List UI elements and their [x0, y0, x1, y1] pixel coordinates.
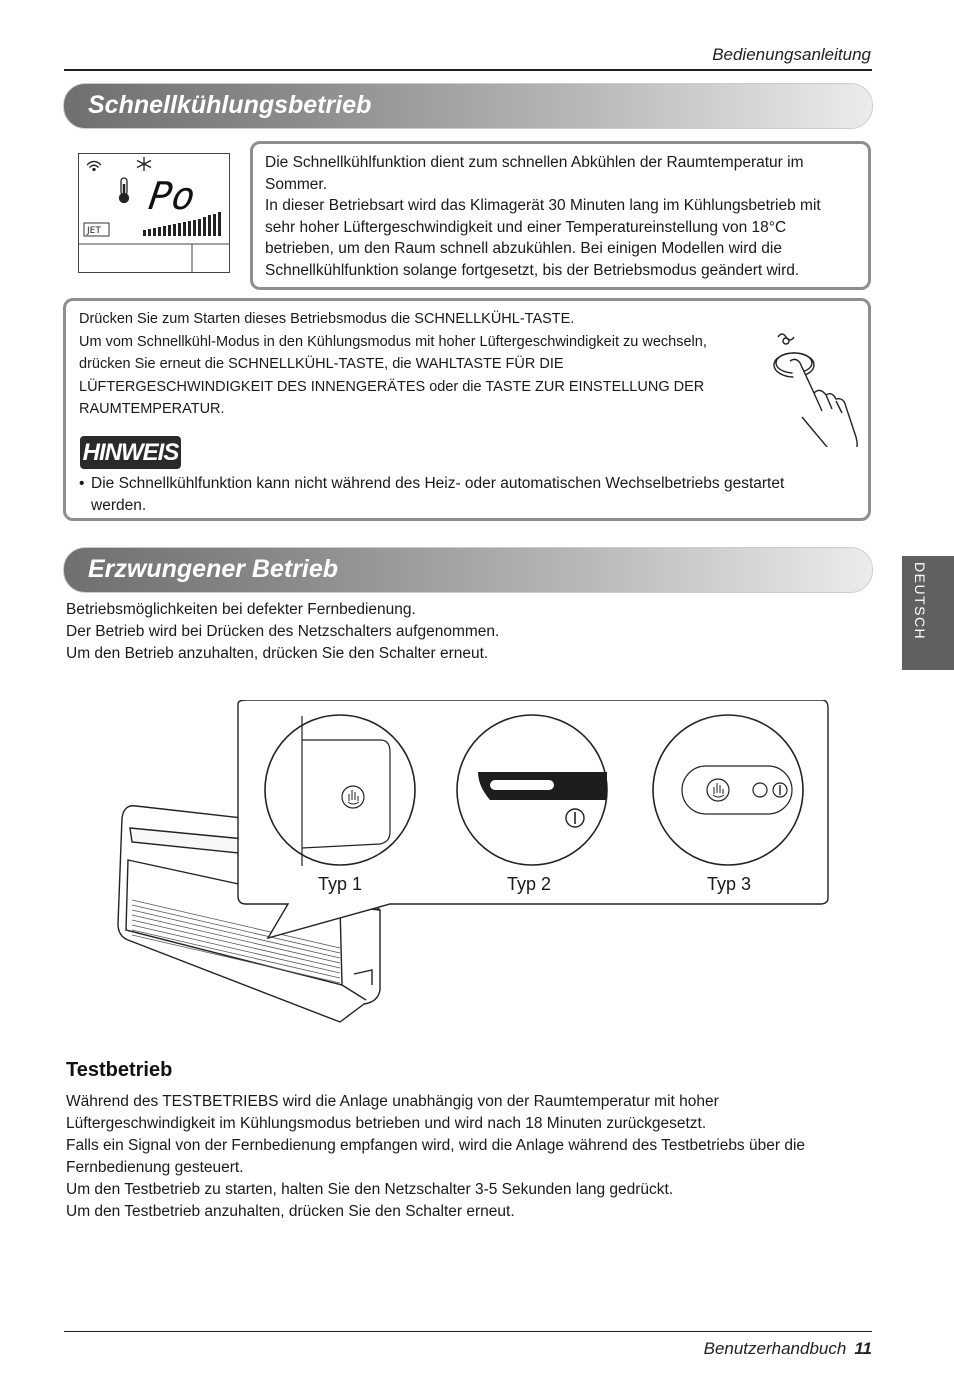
testbetrieb-line: Um den Testbetrieb anzuhalten, drücken Sie den Schalter erneut.: [66, 1203, 515, 1220]
section-title: Erzwungener Betrieb: [88, 555, 339, 583]
note-line: werden.: [91, 496, 147, 514]
description-line: Die Schnellkühlfunktion dient zum schnellen Abkühlen der Raumtemperatur im: [265, 154, 804, 171]
type1-detail: [265, 715, 415, 866]
snowflake-icon: [137, 157, 151, 171]
section-banner-erzwungen: [63, 547, 873, 593]
header-rule: [64, 69, 872, 71]
finger-press-icon: [766, 327, 862, 447]
footer-rule: [64, 1331, 872, 1332]
page-number: 11: [854, 1339, 872, 1358]
testbetrieb-line: Lüftergeschwindigkeit im Kühlungsmodus betrieben und wird nach 18 Minuten zurückgesetzt.: [66, 1115, 707, 1132]
intro-line: Der Betrieb wird bei Drücken des Netzschalters aufgenommen.: [66, 623, 500, 640]
indoor-unit-illustration: [110, 700, 830, 1035]
intro-line: Um den Betrieb anzuhalten, drücken Sie den Schalter erneut.: [66, 645, 489, 662]
instruction-line: LÜFTERGESCHWINDIGKEIT DES INNENGERÄTES oder die TASTE ZUR EINSTELLUNG DER: [79, 378, 705, 395]
thermometer-icon: [120, 178, 129, 203]
testbetrieb-text: [66, 1091, 805, 1223]
hinweis-label: HINWEIS: [82, 439, 179, 466]
description-line: Sommer.: [265, 175, 328, 193]
header-title: Bedienungsanleitung: [712, 45, 871, 64]
intro-line: Betriebsmöglichkeiten bei defekter Fernbedienung.: [66, 601, 416, 618]
language-side-tab: [902, 556, 954, 670]
note-bullet: •: [79, 475, 85, 492]
type3-detail: [653, 715, 803, 865]
testbetrieb-heading: Testbetrieb: [66, 1059, 173, 1081]
jet-label: JET: [87, 226, 101, 236]
testbetrieb-line: Während des TESTBETRIEBS wird die Anlage unabhängig von der Raumtemperatur mit hoher: [66, 1093, 719, 1110]
forced-operation-intro: [66, 599, 499, 665]
instruction-line: drücken Sie erneut die SCHNELLKÜHL-TASTE, die WAHLTASTE FÜR DIE: [79, 356, 564, 372]
type-3-label: Typ 3: [707, 874, 752, 894]
description-line: sehr hoher Lüftergeschwindigkeit und einer Temperatureinstellung von 18°C: [265, 218, 787, 236]
type-2-label: Typ 2: [507, 874, 552, 894]
language-label: DEUTSCH: [912, 562, 928, 641]
note-text: [79, 473, 839, 516]
section-title: Schnellkühlungsbetrieb: [88, 91, 372, 119]
instruction-text: [79, 308, 739, 421]
description-line: betrieben, um den Raum schnell abzukühlen. Bei einigen Modellen wird die: [265, 240, 782, 257]
lcd-display: [78, 153, 230, 273]
signal-icon: [87, 162, 101, 171]
instruction-line: Um vom Schnellkühl-Modus in den Kühlungsmodus mit hoher Lüftergeschwindigkeit zu wechseln,: [79, 333, 707, 350]
type2-detail: [457, 715, 607, 865]
testbetrieb-line: Fernbedienung gesteuert.: [66, 1159, 244, 1176]
quick-cool-description-box: [250, 141, 871, 290]
instruction-line: RAUMTEMPERATUR.: [79, 401, 225, 417]
description-line: Schnellkühlfunktion solange fortgesetzt, bis der Betriebsmodus geändert wird.: [265, 261, 800, 279]
hinweis-badge: [80, 436, 181, 469]
instruction-line: Drücken Sie zum Starten dieses Betriebsmodus die SCHNELLKÜHL-TASTE.: [79, 311, 575, 327]
testbetrieb-line: Falls ein Signal von der Fernbedienung empfangen wird, wird die Anlage während des Testbetriebs über die: [66, 1137, 806, 1154]
section-banner-schnellkuehlung: [63, 83, 873, 129]
description-line: In dieser Betriebsart wird das Klimagerät 30 Minuten lang im Kühlungsbetrieb mit: [265, 197, 821, 214]
lcd-segment-text: Po: [145, 175, 198, 219]
lcd-graphic: [79, 154, 229, 272]
type-1-label: Typ 1: [318, 874, 363, 894]
instruction-box: [63, 298, 871, 521]
footer-label: Benutzerhandbuch: [703, 1339, 847, 1358]
footer: [704, 1339, 872, 1359]
testbetrieb-line: Um den Testbetrieb zu starten, halten Sie den Netzschalter 3-5 Sekunden lang gedrückt.: [66, 1181, 674, 1198]
note-line: Die Schnellkühlfunktion kann nicht während des Heiz- oder automatischen Wechselbetriebs gestartet: [91, 475, 785, 492]
